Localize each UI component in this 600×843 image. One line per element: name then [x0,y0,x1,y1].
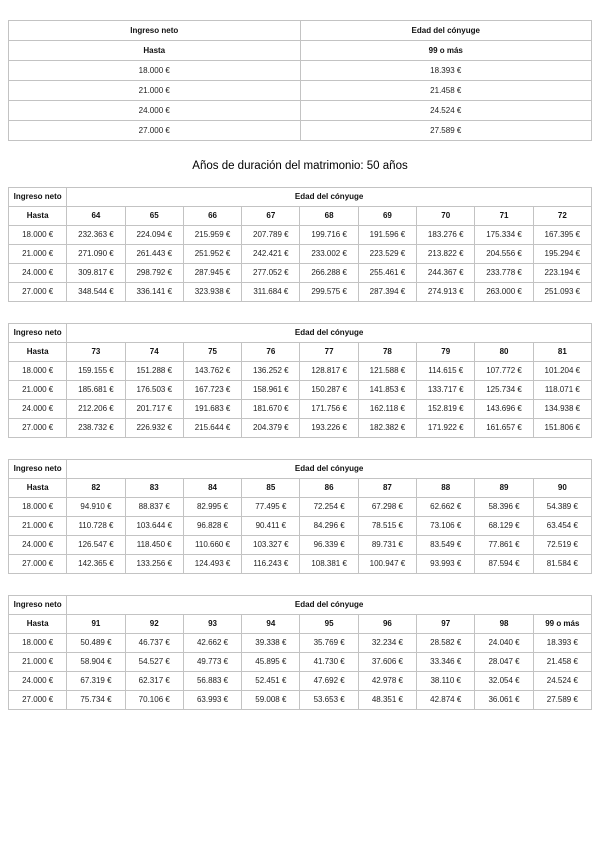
amount-cell: 56.883 € [183,672,241,691]
income-cell: 27.000 € [9,121,301,141]
amount-cell: 18.393 € [300,61,592,81]
age-column-header: 78 [358,343,416,362]
amount-cell: 161.657 € [475,419,533,438]
amount-cell: 90.411 € [242,517,300,536]
amount-cell: 136.252 € [242,362,300,381]
amount-cell: 41.730 € [300,653,358,672]
amount-cell: 171.922 € [417,419,475,438]
amount-cell: 150.287 € [300,381,358,400]
hasta-header-cell: Hasta [9,41,301,61]
amount-cell: 128.817 € [300,362,358,381]
income-header-cell: Ingreso neto [9,460,67,479]
age-column-header: 69 [358,207,416,226]
amount-cell: 133.256 € [125,555,183,574]
amount-cell: 125.734 € [475,381,533,400]
age-column-header: 85 [242,479,300,498]
income-cell: 21.000 € [9,517,67,536]
amount-cell: 49.773 € [183,653,241,672]
amount-cell: 27.589 € [533,691,591,710]
amount-cell: 124.493 € [183,555,241,574]
amount-cell: 46.737 € [125,634,183,653]
age-table-2 [8,323,592,438]
age-table-data-row [9,498,592,517]
amount-cell: 118.450 € [125,536,183,555]
age-column-header: 89 [475,479,533,498]
amount-cell: 42.978 € [358,672,416,691]
age-table-subheader-row [9,615,592,634]
amount-cell: 94.910 € [67,498,125,517]
age-table-data-row [9,653,592,672]
amount-cell: 24.040 € [475,634,533,653]
amount-cell: 53.653 € [300,691,358,710]
amount-cell: 59.008 € [242,691,300,710]
amount-cell: 348.544 € [67,283,125,302]
age-column-header: 64 [67,207,125,226]
amount-cell: 152.819 € [417,400,475,419]
amount-cell: 96.339 € [300,536,358,555]
amount-cell: 199.716 € [300,226,358,245]
amount-cell: 78.515 € [358,517,416,536]
amount-cell: 143.762 € [183,362,241,381]
amount-cell: 96.828 € [183,517,241,536]
amount-cell: 142.365 € [67,555,125,574]
amount-cell: 167.723 € [183,381,241,400]
amount-cell: 103.327 € [242,536,300,555]
amount-cell: 287.394 € [358,283,416,302]
amount-cell: 62.662 € [417,498,475,517]
age-table-data-row [9,226,592,245]
income-cell: 18.000 € [9,226,67,245]
age-column-header: 76 [242,343,300,362]
age-column-header: 73 [67,343,125,362]
amount-cell: 32.234 € [358,634,416,653]
amount-cell: 274.913 € [417,283,475,302]
amount-cell: 133.717 € [417,381,475,400]
amount-cell: 255.461 € [358,264,416,283]
age-column-header: 72 [533,207,591,226]
age-header-cell: Edad del cónyuge [67,596,592,615]
amount-cell: 141.853 € [358,381,416,400]
amount-cell: 28.582 € [417,634,475,653]
amount-cell: 36.061 € [475,691,533,710]
hasta-header-cell: Hasta [9,343,67,362]
age-column-header: 92 [125,615,183,634]
amount-cell: 195.294 € [533,245,591,264]
age-column-header: 88 [417,479,475,498]
amount-cell: 212.206 € [67,400,125,419]
income-cell: 21.000 € [9,81,301,101]
amount-cell: 311.684 € [242,283,300,302]
amount-cell: 118.071 € [533,381,591,400]
amount-cell: 70.106 € [125,691,183,710]
amount-cell: 100.947 € [358,555,416,574]
age-column-header: 80 [475,343,533,362]
amount-cell: 244.367 € [417,264,475,283]
amount-cell: 62.317 € [125,672,183,691]
amount-cell: 116.243 € [242,555,300,574]
amount-cell: 54.389 € [533,498,591,517]
amount-cell: 162.118 € [358,400,416,419]
age-table-data-row [9,536,592,555]
amount-cell: 24.524 € [533,672,591,691]
age-column-header: 87 [358,479,416,498]
amount-cell: 114.615 € [417,362,475,381]
amount-cell: 81.584 € [533,555,591,574]
age-column-header: 90 [533,479,591,498]
income-cell: 21.000 € [9,381,67,400]
age-column-header: 84 [183,479,241,498]
amount-cell: 263.000 € [475,283,533,302]
amount-cell: 72.254 € [300,498,358,517]
income-cell: 18.000 € [9,498,67,517]
amount-cell: 47.692 € [300,672,358,691]
amount-cell: 39.338 € [242,634,300,653]
amount-cell: 251.952 € [183,245,241,264]
amount-cell: 68.129 € [475,517,533,536]
amount-cell: 88.837 € [125,498,183,517]
income-cell: 24.000 € [9,264,67,283]
amount-cell: 33.346 € [417,653,475,672]
amount-cell: 93.993 € [417,555,475,574]
amount-cell: 52.451 € [242,672,300,691]
amount-cell: 110.728 € [67,517,125,536]
amount-cell: 223.194 € [533,264,591,283]
amount-cell: 159.155 € [67,362,125,381]
age-table-data-row [9,419,592,438]
amount-cell: 323.938 € [183,283,241,302]
amount-cell: 73.106 € [417,517,475,536]
summary-data-row [9,101,592,121]
amount-cell: 224.094 € [125,226,183,245]
age-table-data-row [9,634,592,653]
age-table-header-row [9,324,592,343]
income-cell: 24.000 € [9,536,67,555]
income-cell: 27.000 € [9,419,67,438]
age-table-data-row [9,283,592,302]
age-table-header-row [9,188,592,207]
amount-cell: 42.874 € [417,691,475,710]
amount-cell: 201.717 € [125,400,183,419]
income-cell: 21.000 € [9,245,67,264]
age-column-header: 94 [242,615,300,634]
hasta-header-cell: Hasta [9,615,67,634]
amount-cell: 21.458 € [300,81,592,101]
amount-cell: 226.932 € [125,419,183,438]
income-header-cell: Ingreso neto [9,324,67,343]
age-table-header-row [9,460,592,479]
age-column-header: 68 [300,207,358,226]
amount-cell: 158.961 € [242,381,300,400]
amount-cell: 54.527 € [125,653,183,672]
amount-cell: 37.606 € [358,653,416,672]
amount-cell: 89.731 € [358,536,416,555]
amount-cell: 75.734 € [67,691,125,710]
amount-cell: 238.732 € [67,419,125,438]
amount-cell: 82.995 € [183,498,241,517]
amount-cell: 299.575 € [300,283,358,302]
amount-cell: 183.276 € [417,226,475,245]
age-column-header: 75 [183,343,241,362]
amount-cell: 223.529 € [358,245,416,264]
age-label-cell: 99 o más [300,41,592,61]
amount-cell: 233.002 € [300,245,358,264]
income-cell: 27.000 € [9,283,67,302]
amount-cell: 271.090 € [67,245,125,264]
age-header-cell: Edad del cónyuge [300,21,592,41]
age-column-header: 67 [242,207,300,226]
amount-cell: 103.644 € [125,517,183,536]
age-column-header: 98 [475,615,533,634]
age-table-header-row [9,596,592,615]
amount-cell: 151.806 € [533,419,591,438]
amount-cell: 87.594 € [475,555,533,574]
age-header-cell: Edad del cónyuge [67,460,592,479]
amount-cell: 67.298 € [358,498,416,517]
age-table-data-row [9,517,592,536]
age-column-header: 81 [533,343,591,362]
age-column-header: 96 [358,615,416,634]
amount-cell: 58.396 € [475,498,533,517]
income-header-cell: Ingreso neto [9,21,301,41]
income-cell: 27.000 € [9,691,67,710]
amount-cell: 182.382 € [358,419,416,438]
age-column-header: 71 [475,207,533,226]
amount-cell: 42.662 € [183,634,241,653]
amount-cell: 167.395 € [533,226,591,245]
amount-cell: 309.817 € [67,264,125,283]
amount-cell: 215.959 € [183,226,241,245]
age-header-cell: Edad del cónyuge [67,324,592,343]
hasta-header-cell: Hasta [9,479,67,498]
age-table-data-row [9,362,592,381]
age-table-data-row [9,691,592,710]
amount-cell: 213.822 € [417,245,475,264]
income-cell: 21.000 € [9,653,67,672]
age-table-subheader-row [9,479,592,498]
age-table-data-row [9,381,592,400]
amount-cell: 242.421 € [242,245,300,264]
age-column-header: 70 [417,207,475,226]
age-column-header: 83 [125,479,183,498]
amount-cell: 181.670 € [242,400,300,419]
amount-cell: 175.334 € [475,226,533,245]
amount-cell: 176.503 € [125,381,183,400]
summary-data-row [9,61,592,81]
amount-cell: 107.772 € [475,362,533,381]
amount-cell: 63.454 € [533,517,591,536]
age-table-1 [8,187,592,302]
amount-cell: 21.458 € [533,653,591,672]
amount-cell: 193.226 € [300,419,358,438]
age-column-header: 74 [125,343,183,362]
age-column-header: 77 [300,343,358,362]
summary-data-row [9,81,592,101]
amount-cell: 121.588 € [358,362,416,381]
age-table-data-row [9,672,592,691]
amount-cell: 207.789 € [242,226,300,245]
amount-cell: 261.443 € [125,245,183,264]
age-table-subheader-row [9,207,592,226]
amount-cell: 77.861 € [475,536,533,555]
amount-cell: 50.489 € [67,634,125,653]
age-column-header: 79 [417,343,475,362]
amount-cell: 83.549 € [417,536,475,555]
amount-cell: 58.904 € [67,653,125,672]
amount-cell: 232.363 € [67,226,125,245]
amount-cell: 63.993 € [183,691,241,710]
amount-cell: 18.393 € [533,634,591,653]
amount-cell: 185.681 € [67,381,125,400]
age-table-data-row [9,245,592,264]
age-column-header: 65 [125,207,183,226]
summary-table [8,20,592,141]
summary-header-row [9,21,592,41]
age-table-subheader-row [9,343,592,362]
summary-subheader-row [9,41,592,61]
income-cell: 24.000 € [9,101,301,121]
amount-cell: 215.644 € [183,419,241,438]
amount-cell: 108.381 € [300,555,358,574]
amount-cell: 266.288 € [300,264,358,283]
amount-cell: 24.524 € [300,101,592,121]
hasta-header-cell: Hasta [9,207,67,226]
age-table-3 [8,459,592,574]
amount-cell: 151.288 € [125,362,183,381]
age-table-data-row [9,555,592,574]
amount-cell: 287.945 € [183,264,241,283]
amount-cell: 27.589 € [300,121,592,141]
income-cell: 18.000 € [9,61,301,81]
amount-cell: 77.495 € [242,498,300,517]
amount-cell: 84.296 € [300,517,358,536]
age-column-header: 91 [67,615,125,634]
income-cell: 18.000 € [9,634,67,653]
amount-cell: 204.556 € [475,245,533,264]
summary-data-row [9,121,592,141]
section-title: Años de duración del matrimonio: 50 años [192,160,408,172]
age-column-header: 82 [67,479,125,498]
amount-cell: 110.660 € [183,536,241,555]
income-header-cell: Ingreso neto [9,188,67,207]
age-column-header: 97 [417,615,475,634]
amount-cell: 251.093 € [533,283,591,302]
amount-cell: 134.938 € [533,400,591,419]
age-column-header: 66 [183,207,241,226]
amount-cell: 32.054 € [475,672,533,691]
amount-cell: 204.379 € [242,419,300,438]
amount-cell: 143.696 € [475,400,533,419]
age-tables-container [8,187,592,710]
age-table-data-row [9,264,592,283]
income-cell: 27.000 € [9,555,67,574]
age-column-header: 95 [300,615,358,634]
income-cell: 24.000 € [9,672,67,691]
amount-cell: 126.547 € [67,536,125,555]
age-table-data-row [9,400,592,419]
amount-cell: 72.519 € [533,536,591,555]
amount-cell: 171.756 € [300,400,358,419]
age-column-header: 99 o más [533,615,591,634]
age-header-cell: Edad del cónyuge [67,188,592,207]
age-column-header: 93 [183,615,241,634]
amount-cell: 298.792 € [125,264,183,283]
amount-cell: 191.683 € [183,400,241,419]
amount-cell: 35.769 € [300,634,358,653]
amount-cell: 233.778 € [475,264,533,283]
amount-cell: 277.052 € [242,264,300,283]
income-cell: 18.000 € [9,362,67,381]
age-table-4 [8,595,592,710]
amount-cell: 48.351 € [358,691,416,710]
amount-cell: 28.047 € [475,653,533,672]
age-column-header: 86 [300,479,358,498]
amount-cell: 191.596 € [358,226,416,245]
amount-cell: 101.204 € [533,362,591,381]
amount-cell: 67.319 € [67,672,125,691]
income-header-cell: Ingreso neto [9,596,67,615]
amount-cell: 336.141 € [125,283,183,302]
amount-cell: 38.110 € [417,672,475,691]
income-cell: 24.000 € [9,400,67,419]
amount-cell: 45.895 € [242,653,300,672]
